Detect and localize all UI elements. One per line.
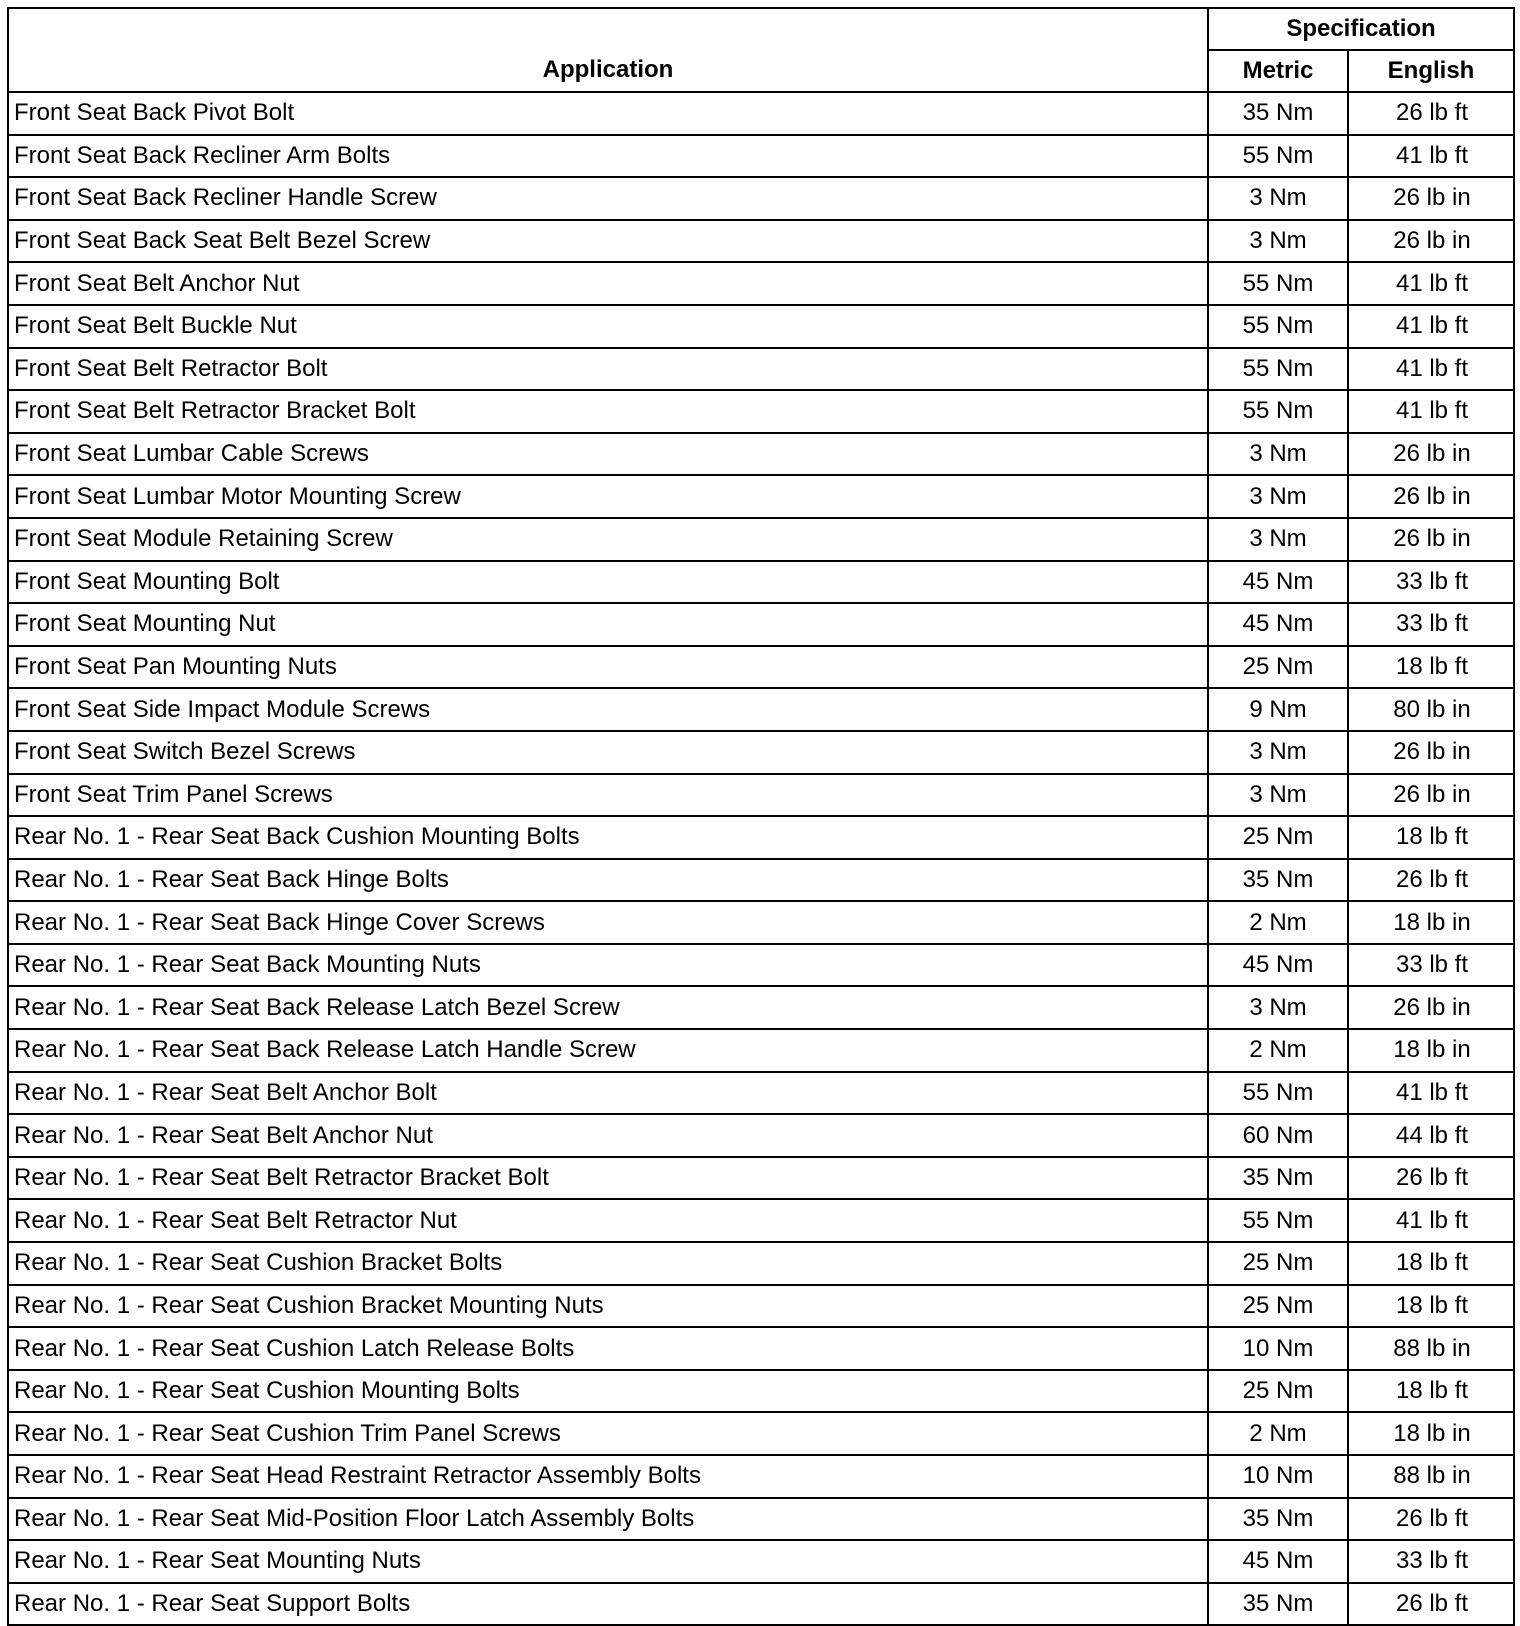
table-row <box>8 518 1514 561</box>
english-cell: 26 lb in <box>1348 177 1514 220</box>
table-row <box>8 1412 1514 1455</box>
application-cell: Front Seat Back Recliner Handle Screw <box>8 177 1208 220</box>
application-cell: Rear No. 1 - Rear Seat Back Hinge Bolts <box>8 859 1208 902</box>
application-cell: Rear No. 1 - Rear Seat Cushion Latch Release Bolts <box>8 1327 1208 1370</box>
english-cell: 26 lb in <box>1348 475 1514 518</box>
metric-cell: 45 Nm <box>1208 944 1348 987</box>
english-cell: 26 lb in <box>1348 774 1514 817</box>
table-row <box>8 859 1514 902</box>
table-row <box>8 348 1514 391</box>
table-row <box>8 305 1514 348</box>
table-row <box>8 1072 1514 1115</box>
table-row <box>8 603 1514 646</box>
english-cell: 18 lb ft <box>1348 646 1514 689</box>
english-cell: 41 lb ft <box>1348 1199 1514 1242</box>
application-cell: Rear No. 1 - Rear Seat Cushion Mounting Bolts <box>8 1370 1208 1413</box>
application-cell: Front Seat Mounting Bolt <box>8 561 1208 604</box>
table-body <box>8 92 1514 1625</box>
english-header: English <box>1348 50 1514 92</box>
application-cell: Rear No. 1 - Rear Seat Back Cushion Mounting Bolts <box>8 816 1208 859</box>
metric-cell: 35 Nm <box>1208 859 1348 902</box>
table-row <box>8 901 1514 944</box>
application-cell: Front Seat Back Pivot Bolt <box>8 92 1208 135</box>
table-row <box>8 475 1514 518</box>
metric-header: Metric <box>1208 50 1348 92</box>
application-cell: Rear No. 1 - Rear Seat Mounting Nuts <box>8 1540 1208 1583</box>
english-cell: 26 lb in <box>1348 518 1514 561</box>
application-cell: Front Seat Belt Retractor Bracket Bolt <box>8 390 1208 433</box>
metric-cell: 55 Nm <box>1208 305 1348 348</box>
english-cell: 26 lb in <box>1348 986 1514 1029</box>
english-cell: 44 lb ft <box>1348 1114 1514 1157</box>
table-row <box>8 688 1514 731</box>
metric-cell: 3 Nm <box>1208 518 1348 561</box>
application-cell: Rear No. 1 - Rear Seat Belt Retractor Bracket Bolt <box>8 1157 1208 1200</box>
metric-cell: 25 Nm <box>1208 1370 1348 1413</box>
english-cell: 18 lb ft <box>1348 816 1514 859</box>
table-row <box>8 1455 1514 1498</box>
metric-cell: 25 Nm <box>1208 816 1348 859</box>
metric-cell: 45 Nm <box>1208 561 1348 604</box>
english-cell: 26 lb in <box>1348 731 1514 774</box>
table-row <box>8 1157 1514 1200</box>
table-row <box>8 177 1514 220</box>
metric-cell: 3 Nm <box>1208 731 1348 774</box>
table-header <box>8 8 1514 92</box>
application-cell: Rear No. 1 - Rear Seat Belt Anchor Bolt <box>8 1072 1208 1115</box>
metric-cell: 3 Nm <box>1208 220 1348 263</box>
application-header: Application <box>8 8 1208 92</box>
table-row <box>8 1540 1514 1583</box>
english-cell: 33 lb ft <box>1348 1540 1514 1583</box>
table-row <box>8 1498 1514 1541</box>
english-cell: 18 lb in <box>1348 901 1514 944</box>
header-row-top <box>8 8 1514 50</box>
application-cell: Front Seat Trim Panel Screws <box>8 774 1208 817</box>
table-row <box>8 731 1514 774</box>
table-row <box>8 135 1514 178</box>
english-cell: 18 lb in <box>1348 1029 1514 1072</box>
application-cell: Front Seat Switch Bezel Screws <box>8 731 1208 774</box>
metric-cell: 55 Nm <box>1208 1072 1348 1115</box>
table-row <box>8 1285 1514 1328</box>
metric-cell: 45 Nm <box>1208 603 1348 646</box>
english-cell: 33 lb ft <box>1348 561 1514 604</box>
application-cell: Rear No. 1 - Rear Seat Belt Retractor Nut <box>8 1199 1208 1242</box>
metric-cell: 3 Nm <box>1208 433 1348 476</box>
application-cell: Rear No. 1 - Rear Seat Cushion Bracket Bolts <box>8 1242 1208 1285</box>
application-cell: Rear No. 1 - Rear Seat Back Mounting Nuts <box>8 944 1208 987</box>
application-cell: Front Seat Belt Anchor Nut <box>8 262 1208 305</box>
english-cell: 33 lb ft <box>1348 603 1514 646</box>
english-cell: 41 lb ft <box>1348 390 1514 433</box>
application-cell: Front Seat Side Impact Module Screws <box>8 688 1208 731</box>
table-row <box>8 220 1514 263</box>
metric-cell: 10 Nm <box>1208 1327 1348 1370</box>
metric-cell: 3 Nm <box>1208 774 1348 817</box>
application-cell: Rear No. 1 - Rear Seat Head Restraint Retractor Assembly Bolts <box>8 1455 1208 1498</box>
english-cell: 18 lb ft <box>1348 1370 1514 1413</box>
metric-cell: 2 Nm <box>1208 1029 1348 1072</box>
english-cell: 26 lb ft <box>1348 1157 1514 1200</box>
application-cell: Front Seat Back Seat Belt Bezel Screw <box>8 220 1208 263</box>
application-cell: Front Seat Lumbar Cable Screws <box>8 433 1208 476</box>
application-cell: Rear No. 1 - Rear Seat Cushion Bracket Mounting Nuts <box>8 1285 1208 1328</box>
english-cell: 80 lb in <box>1348 688 1514 731</box>
metric-cell: 35 Nm <box>1208 92 1348 135</box>
metric-cell: 55 Nm <box>1208 135 1348 178</box>
table-row <box>8 816 1514 859</box>
metric-cell: 35 Nm <box>1208 1157 1348 1200</box>
english-cell: 41 lb ft <box>1348 1072 1514 1115</box>
metric-cell: 2 Nm <box>1208 901 1348 944</box>
application-cell: Rear No. 1 - Rear Seat Cushion Trim Panel Screws <box>8 1412 1208 1455</box>
application-cell: Rear No. 1 - Rear Seat Mid-Position Floor Latch Assembly Bolts <box>8 1498 1208 1541</box>
metric-cell: 55 Nm <box>1208 1199 1348 1242</box>
metric-cell: 3 Nm <box>1208 475 1348 518</box>
metric-cell: 35 Nm <box>1208 1583 1348 1626</box>
metric-cell: 25 Nm <box>1208 1285 1348 1328</box>
english-cell: 26 lb in <box>1348 433 1514 476</box>
metric-cell: 55 Nm <box>1208 348 1348 391</box>
english-cell: 41 lb ft <box>1348 305 1514 348</box>
table-row <box>8 646 1514 689</box>
application-cell: Front Seat Lumbar Motor Mounting Screw <box>8 475 1208 518</box>
metric-cell: 45 Nm <box>1208 1540 1348 1583</box>
english-cell: 26 lb ft <box>1348 1498 1514 1541</box>
english-cell: 26 lb in <box>1348 220 1514 263</box>
metric-cell: 2 Nm <box>1208 1412 1348 1455</box>
english-cell: 26 lb ft <box>1348 859 1514 902</box>
metric-cell: 3 Nm <box>1208 177 1348 220</box>
metric-cell: 9 Nm <box>1208 688 1348 731</box>
metric-cell: 55 Nm <box>1208 262 1348 305</box>
table-row <box>8 1029 1514 1072</box>
table-row <box>8 986 1514 1029</box>
english-cell: 18 lb in <box>1348 1412 1514 1455</box>
english-cell: 33 lb ft <box>1348 944 1514 987</box>
application-cell: Front Seat Belt Buckle Nut <box>8 305 1208 348</box>
table-row <box>8 390 1514 433</box>
application-cell: Front Seat Mounting Nut <box>8 603 1208 646</box>
application-cell: Rear No. 1 - Rear Seat Back Hinge Cover Screws <box>8 901 1208 944</box>
metric-cell: 55 Nm <box>1208 390 1348 433</box>
english-cell: 26 lb ft <box>1348 1583 1514 1626</box>
application-cell: Rear No. 1 - Rear Seat Belt Anchor Nut <box>8 1114 1208 1157</box>
metric-cell: 25 Nm <box>1208 1242 1348 1285</box>
english-cell: 18 lb ft <box>1348 1242 1514 1285</box>
application-cell: Rear No. 1 - Rear Seat Support Bolts <box>8 1583 1208 1626</box>
table-row <box>8 1114 1514 1157</box>
application-cell: Front Seat Module Retaining Screw <box>8 518 1208 561</box>
english-cell: 41 lb ft <box>1348 135 1514 178</box>
application-cell: Front Seat Back Recliner Arm Bolts <box>8 135 1208 178</box>
english-cell: 88 lb in <box>1348 1327 1514 1370</box>
application-cell: Rear No. 1 - Rear Seat Back Release Latch Bezel Screw <box>8 986 1208 1029</box>
application-cell: Rear No. 1 - Rear Seat Back Release Latch Handle Screw <box>8 1029 1208 1072</box>
metric-cell: 10 Nm <box>1208 1455 1348 1498</box>
metric-cell: 60 Nm <box>1208 1114 1348 1157</box>
application-cell: Front Seat Pan Mounting Nuts <box>8 646 1208 689</box>
english-cell: 18 lb ft <box>1348 1285 1514 1328</box>
table-row <box>8 561 1514 604</box>
table-row <box>8 1370 1514 1413</box>
english-cell: 26 lb ft <box>1348 92 1514 135</box>
table-row <box>8 944 1514 987</box>
english-cell: 41 lb ft <box>1348 348 1514 391</box>
specification-header: Specification <box>1208 8 1514 50</box>
metric-cell: 35 Nm <box>1208 1498 1348 1541</box>
english-cell: 41 lb ft <box>1348 262 1514 305</box>
application-cell: Front Seat Belt Retractor Bolt <box>8 348 1208 391</box>
fastener-spec-table <box>7 7 1515 1626</box>
table-row <box>8 1199 1514 1242</box>
table-row <box>8 774 1514 817</box>
table-row <box>8 262 1514 305</box>
table-row <box>8 92 1514 135</box>
table-row <box>8 433 1514 476</box>
table-row <box>8 1242 1514 1285</box>
metric-cell: 25 Nm <box>1208 646 1348 689</box>
metric-cell: 3 Nm <box>1208 986 1348 1029</box>
english-cell: 88 lb in <box>1348 1455 1514 1498</box>
table-row <box>8 1583 1514 1626</box>
table-row <box>8 1327 1514 1370</box>
